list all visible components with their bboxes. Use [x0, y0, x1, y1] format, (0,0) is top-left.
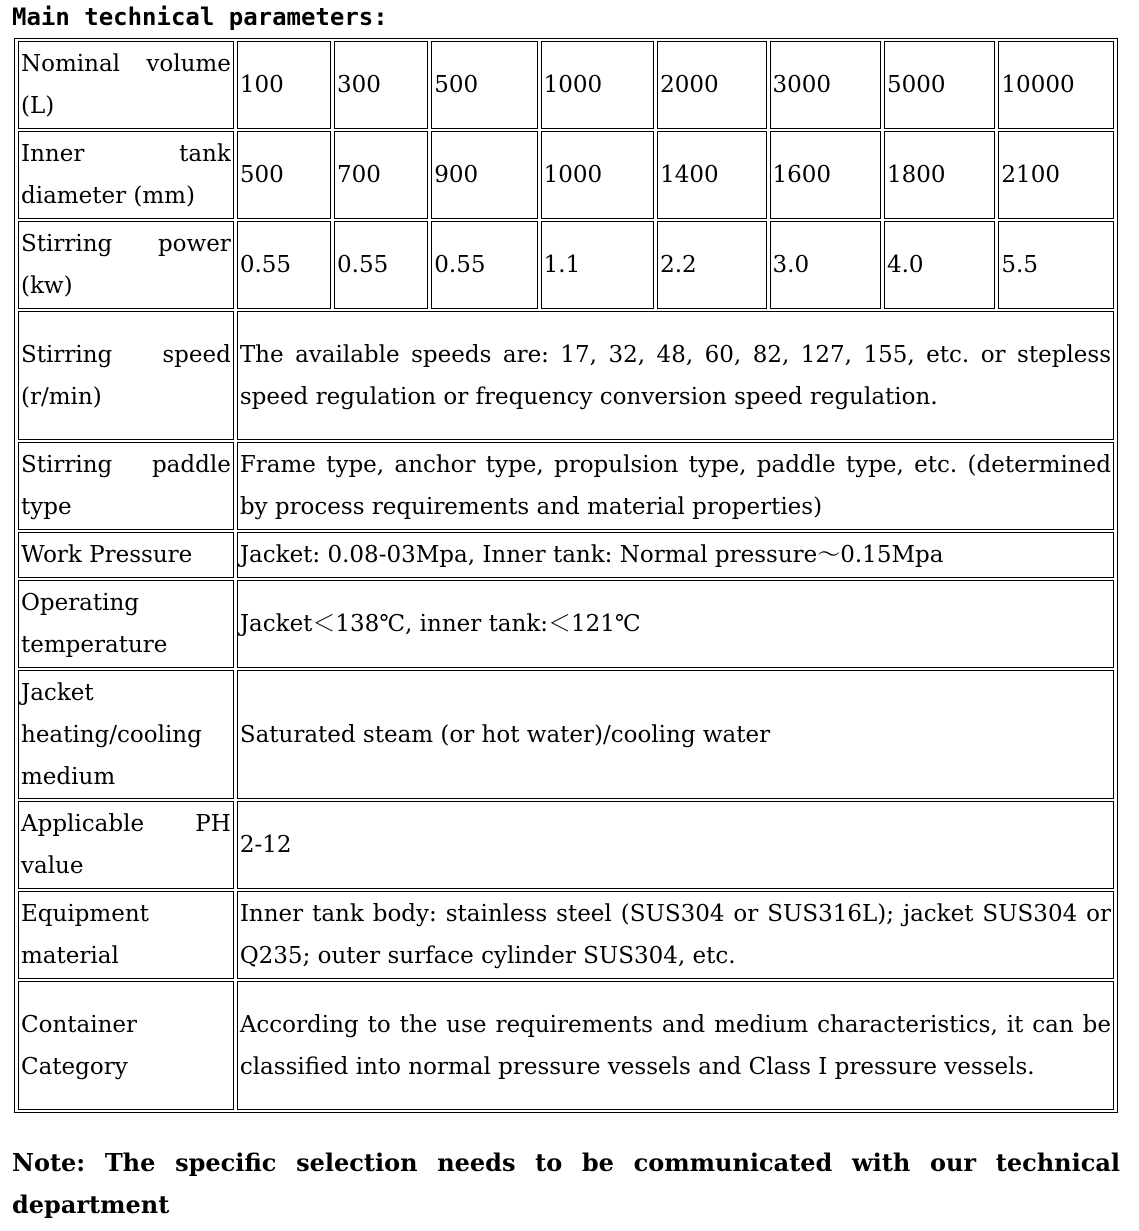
row-value: Jacket: 0.08-03Mpa, Inner tank: Normal pressure～0.15Mpa: [237, 532, 1114, 578]
row-label: Operating temperature: [18, 580, 234, 668]
row-value: Jacket＜138℃, inner tank:＜121℃: [237, 580, 1114, 668]
row-value: Saturated steam (or hot water)/cooling water: [237, 670, 1114, 799]
technical-parameters-table: [14, 38, 1118, 1113]
table-row: [18, 41, 1114, 129]
row-label: Equipment material: [18, 891, 234, 979]
table-row: [18, 442, 1114, 530]
row-value: Inner tank body: stainless steel (SUS304 or SUS316L); jacket SUS304 or Q235; outer surface cylinder SUS304, etc.: [237, 891, 1114, 979]
table-row: [18, 801, 1114, 889]
table-cell: 4.0: [884, 221, 995, 309]
table-cell: 300: [334, 41, 428, 129]
table-row: [18, 891, 1114, 979]
table-cell: 2100: [998, 131, 1114, 219]
table-cell: 3.0: [770, 221, 881, 309]
table-row: [18, 131, 1114, 219]
table-cell: 0.55: [334, 221, 428, 309]
table-cell: 1000: [541, 41, 654, 129]
table-cell: 3000: [770, 41, 881, 129]
table-cell: 2000: [657, 41, 766, 129]
table-cell: 1.1: [541, 221, 654, 309]
table-cell: 700: [334, 131, 428, 219]
table-cell: 0.55: [237, 221, 331, 309]
table-cell: 900: [431, 131, 537, 219]
table-cell: 1000: [541, 131, 654, 219]
table-cell: 5000: [884, 41, 995, 129]
row-label: Nominal volume (L): [18, 41, 234, 129]
table-row: [18, 311, 1114, 440]
table-cell: 100: [237, 41, 331, 129]
row-value: 2-12: [237, 801, 1114, 889]
row-label: Work Pressure: [18, 532, 234, 578]
table-cell: 5.5: [998, 221, 1114, 309]
table-cell: 2.2: [657, 221, 766, 309]
row-label: Container Category: [18, 981, 234, 1110]
row-label: Applicable PH value: [18, 801, 234, 889]
row-value: The available speeds are: 17, 32, 48, 60, 82, 127, 155, etc. or stepless speed regulation or frequency conversion speed regulation.: [237, 311, 1114, 440]
row-label: Jacket heating/cooling medium: [18, 670, 234, 799]
table-cell: 0.55: [431, 221, 537, 309]
table-cell: 1400: [657, 131, 766, 219]
table-cell: 1800: [884, 131, 995, 219]
table-row: [18, 221, 1114, 309]
row-label: Stirring power (kw): [18, 221, 234, 309]
row-value: According to the use requirements and medium characteristics, it can be classified into normal pressure vessels and Class I pressure vessels.: [237, 981, 1114, 1110]
table-cell: 10000: [998, 41, 1114, 129]
table-row: [18, 670, 1114, 799]
table-cell: 500: [431, 41, 537, 129]
table-row: [18, 580, 1114, 668]
row-label: Inner tank diameter (mm): [18, 131, 234, 219]
section-title: Main technical parameters:: [12, 3, 388, 31]
selection-note: Note: The specific selection needs to be communicated with our technical department: [12, 1148, 1120, 1219]
table-cell: 500: [237, 131, 331, 219]
row-value: Frame type, anchor type, propulsion type, paddle type, etc. (determined by process requirements and material properties): [237, 442, 1114, 530]
row-label: Stirring speed (r/min): [18, 311, 234, 440]
table-cell: 1600: [770, 131, 881, 219]
table-row: [18, 532, 1114, 578]
row-label: Stirring paddle type: [18, 442, 234, 530]
table-row: [18, 981, 1114, 1110]
